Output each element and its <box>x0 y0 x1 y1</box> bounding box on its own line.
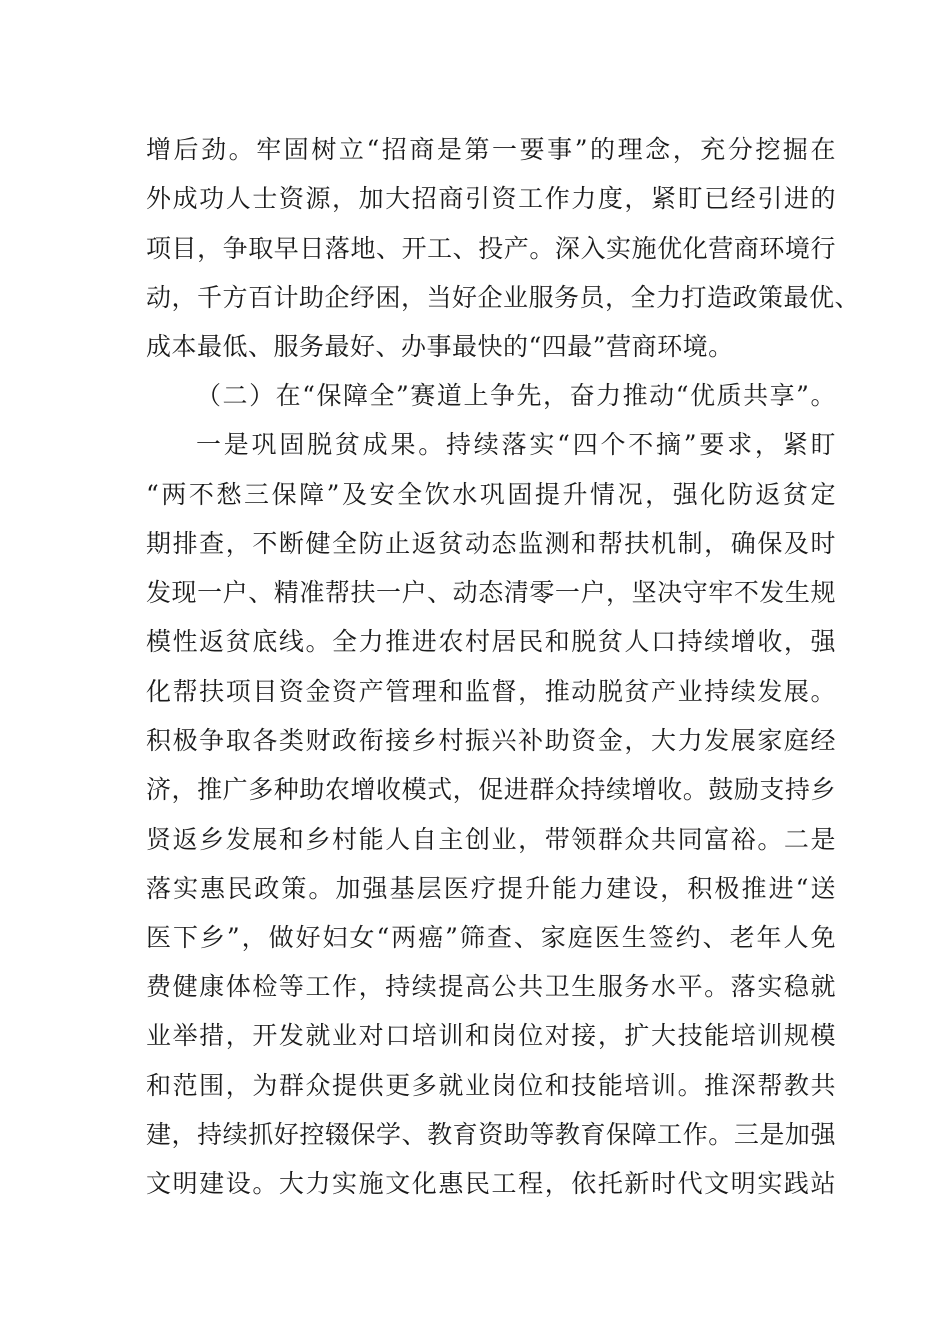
text-line-2: 外成功人士资源，加大招商引资工作力度，紧盯已经引进的 <box>146 184 836 213</box>
text-line-16: 落实惠民政策。加强基层医疗提升能力建设，积极推进“送 <box>146 874 836 903</box>
text-line-9: 期排查，不断健全防止返贫动态监测和帮扶机制，确保及时 <box>146 529 836 558</box>
text-line-4: 动，千方百计助企纾困，当好企业服务员，全力打造政策最优、 <box>146 283 861 312</box>
text-line-20: 和范围，为群众提供更多就业岗位和技能培训。推深帮教共 <box>146 1071 836 1100</box>
text-line-12: 化帮扶项目资金资产管理和监督，推动脱贫产业持续发展。 <box>146 677 836 706</box>
text-line-5: 成本最低、服务最好、办事最快的“四最”营商环境。 <box>146 332 734 361</box>
section-heading: （二）在“保障全”赛道上争先，奋力推动“优质共享”。 <box>196 381 836 410</box>
text-line-22: 文明建设。大力实施文化惠民工程，依托新时代文明实践站 <box>146 1169 836 1198</box>
text-line-17: 医下乡”，做好妇女“两癌”筛查、家庭医生签约、老年人免 <box>146 923 836 952</box>
text-line-1: 增后劲。牢固树立“招商是第一要事”的理念，充分挖掘在 <box>146 135 836 164</box>
text-line-3: 项目，争取早日落地、开工、投产。深入实施优化营商环境行 <box>146 234 836 263</box>
text-line-14: 济，推广多种助农增收模式，促进群众持续增收。鼓励支持乡 <box>146 775 836 804</box>
text-line-15: 贤返乡发展和乡村能人自主创业，带领群众共同富裕。二是 <box>146 825 836 854</box>
text-line-8: “两不愁三保障”及安全饮水巩固提升情况，强化防返贫定 <box>146 480 836 509</box>
text-line-7: 一是巩固脱贫成果。持续落实“四个不摘”要求，紧盯 <box>196 430 836 459</box>
text-line-13: 积极争取各类财政衔接乡村振兴补助资金，大力发展家庭经 <box>146 726 836 755</box>
text-line-10: 发现一户、精准帮扶一户、动态清零一户，坚决守牢不发生规 <box>146 578 836 607</box>
text-line-21: 建，持续抓好控辍保学、教育资助等教育保障工作。三是加强 <box>146 1120 836 1149</box>
text-line-11: 模性返贫底线。全力推进农村居民和脱贫人口持续增收，强 <box>146 627 836 656</box>
text-line-19: 业举措，开发就业对口培训和岗位对接，扩大技能培训规模 <box>146 1021 836 1050</box>
text-line-18: 费健康体检等工作，持续提高公共卫生服务水平。落实稳就 <box>146 972 836 1001</box>
